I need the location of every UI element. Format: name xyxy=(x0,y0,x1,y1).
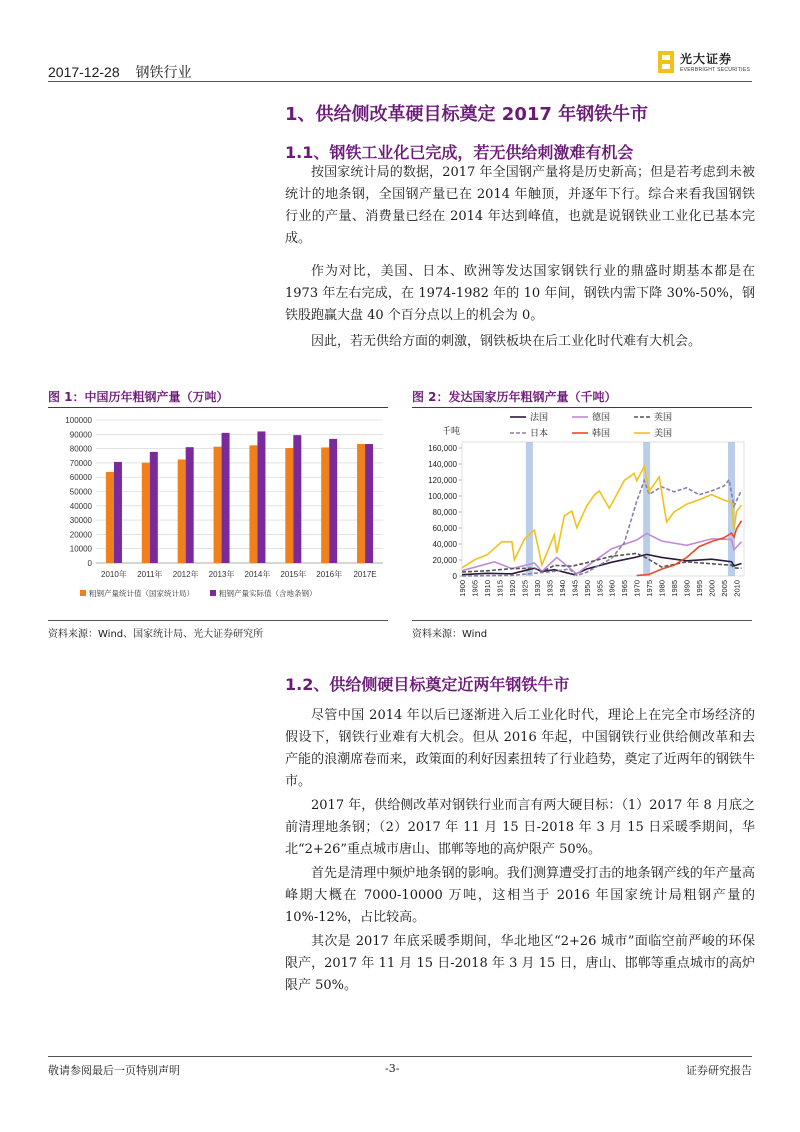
legend-swatch xyxy=(210,590,216,596)
section-1-2-paragraph-1: 尽管中国 2014 年以后已逐渐进入后工业化时代，理论上在完全市场经济的假设下，钢铁行业难有大机会。但从 2016 年起，中国钢铁行业供给侧改革和去产能的浪潮席卷而来，政策面的利好因素扭转了行业趋势，奠定了近两年的钢铁牛市。 xyxy=(285,708,755,789)
legend-label: 粗钢产量统计值（国家统计局） xyxy=(89,589,194,598)
x-tick-label: 1985 xyxy=(670,580,680,597)
y-tick-label: 80000 xyxy=(69,444,92,454)
recession-highlight-band xyxy=(526,442,533,576)
figure-1-source: 资料来源：Wind、国家统计局、光大证券研究所 xyxy=(48,629,264,640)
figure-1-title: 图 1：中国历年粗钢产量（万吨） xyxy=(48,390,229,404)
bar-actual xyxy=(365,444,373,563)
bar-actual xyxy=(222,433,230,563)
footer-disclaimer: 敬请参阅最后一页特别声明 xyxy=(48,1064,180,1077)
bar-actual xyxy=(150,452,158,563)
x-tick-label: 2014年 xyxy=(244,570,271,579)
x-tick-label: 1975 xyxy=(645,580,655,597)
legend-label: 英国 xyxy=(654,412,673,422)
x-tick-label: 1955 xyxy=(595,580,605,597)
y-tick-label: 80,000 xyxy=(432,508,457,517)
legend-swatch xyxy=(80,590,86,596)
legend-label: 德国 xyxy=(592,412,611,422)
legend-label: 美国 xyxy=(654,428,673,438)
x-tick-label: 2000 xyxy=(707,580,717,597)
y-tick-label: 40,000 xyxy=(432,540,457,549)
x-tick-label: 2011年 xyxy=(137,570,163,579)
y-tick-label: 70000 xyxy=(69,458,92,468)
x-tick-label: 1950 xyxy=(582,580,592,597)
y-tick-label: 10000 xyxy=(69,544,92,554)
y-tick-label: 140,000 xyxy=(428,460,457,469)
y-tick-label: 30000 xyxy=(69,516,92,526)
x-tick-label: 1910 xyxy=(482,580,492,597)
y-tick-label: 100000 xyxy=(65,416,92,425)
y-tick-label: 20,000 xyxy=(432,556,457,565)
x-tick-label: 2005 xyxy=(720,580,730,597)
x-tick-label: 1960 xyxy=(607,580,617,597)
section-1-1-title: 1.1、钢铁工业化已完成，若无供给刺激难有机会 xyxy=(285,143,634,162)
y-tick-label: 90000 xyxy=(69,430,92,440)
x-tick-label: 2010 xyxy=(732,580,742,597)
y-tick-label: 120,000 xyxy=(428,476,457,485)
x-tick-label: 1900 xyxy=(458,580,467,597)
bar-statistical xyxy=(106,472,114,563)
bar-statistical xyxy=(321,447,329,563)
bar-actual xyxy=(293,435,301,563)
bar-statistical xyxy=(249,445,257,563)
x-tick-label: 2017E xyxy=(353,570,377,579)
y-tick-label: 100,000 xyxy=(428,492,457,501)
figure-1-top-rule xyxy=(48,407,388,408)
bar-actual xyxy=(186,447,194,563)
x-tick-label: 1920 xyxy=(507,580,517,597)
section-1-title: 1、供给侧改革硬目标奠定 2017 年钢铁牛市 xyxy=(285,104,649,125)
legend-label: 韩国 xyxy=(592,428,611,438)
bar-statistical xyxy=(357,444,365,563)
industry-name: 钢铁行业 xyxy=(135,64,192,80)
figure-1-bar-chart xyxy=(48,410,393,615)
legend-label: 日本 xyxy=(530,428,549,438)
y-tick-label: 20000 xyxy=(69,530,92,540)
x-tick-label: 1925 xyxy=(520,580,530,597)
y-tick-label: 0 xyxy=(452,572,457,581)
bar-statistical xyxy=(285,448,293,563)
page-number: -3- xyxy=(385,1062,400,1075)
header-divider xyxy=(48,81,752,82)
x-tick-label: 1995 xyxy=(695,580,705,597)
bar-actual xyxy=(114,462,122,563)
x-tick-label: 1970 xyxy=(632,580,642,597)
x-tick-label: 2015年 xyxy=(280,570,307,579)
header-date-industry xyxy=(48,62,204,82)
x-tick-label: 1930 xyxy=(532,580,542,597)
logo-en-text: EVERBRIGHT SECURITIES xyxy=(680,67,751,73)
bar-statistical xyxy=(142,463,150,563)
y-axis-unit: 千吨 xyxy=(442,426,461,436)
plot-area xyxy=(462,442,744,576)
x-tick-label: 1915 xyxy=(495,580,505,597)
section-1-2-paragraph-3: 首先是清理中频炉地条钢的影响。我们测算遭受打击的地条钢产线的年产量高峰期大概在 7000-10000 万吨，这相当于 2016 年国家统计局粗钢产量的 10%-12%，占比较高。 xyxy=(285,866,755,925)
y-tick-label: 50000 xyxy=(69,487,92,497)
x-tick-label: 1935 xyxy=(545,580,555,597)
bar-statistical xyxy=(178,459,186,563)
section-1-1-paragraph-2: 作为对比，美国、日本、欧洲等发达国家钢铁行业的鼎盛时期基本都是在 1973 年左右完成，在 1974-1982 年的 10 年间，钢铁内需下降 30%-50%，钢铁股跑赢大盘 40 个百分点以上的机会为 0。 xyxy=(285,264,755,323)
y-tick-label: 40000 xyxy=(69,501,92,511)
figure-2-line-chart xyxy=(412,408,754,618)
figure-2-title: 图 2：发达国家历年粗钢产量（千吨） xyxy=(412,390,617,404)
x-tick-label: 1940 xyxy=(557,580,567,597)
section-1-2-title: 1.2、供给侧硬目标奠定近两年钢铁牛市 xyxy=(285,675,570,694)
x-tick-label: 1965 xyxy=(620,580,630,597)
section-1-2-paragraph-2: 2017 年，供给侧改革对钢铁行业而言有两大硬目标：（1）2017 年 8 月底之前清理地条钢；（2）2017 年 11 月 15 日-2018 年 3 月 15 日采暖季期间，华北“2+26”重点城市唐山、邯郸等地的高炉限产 50%。 xyxy=(285,798,755,857)
bar-actual xyxy=(257,431,265,563)
section-1-1-paragraph-3: 因此，若无供给方面的刺激，钢铁板块在后工业化时代难有大机会。 xyxy=(311,334,702,349)
x-tick-label: 1945 xyxy=(570,580,580,597)
company-logo xyxy=(658,50,750,73)
section-1-2-paragraph-4: 其次是 2017 年底采暖季期间，华北地区“2+26 城市”面临空前严峻的环保限产，2017 年 11 月 15 日-2018 年 3 月 15 日，唐山、邯郸等重点城市的高炉限产 50%。 xyxy=(285,934,755,993)
x-tick-label: 1990 xyxy=(682,580,692,597)
logo-mark-icon xyxy=(658,51,674,73)
y-tick-label: 60,000 xyxy=(432,524,457,533)
x-tick-label: 2013年 xyxy=(208,570,235,579)
footer-divider xyxy=(48,1056,752,1057)
x-tick-label: 1905 xyxy=(470,580,480,597)
recession-highlight-band xyxy=(643,442,650,576)
y-tick-label: 60000 xyxy=(69,473,92,483)
bar-statistical xyxy=(214,447,222,563)
footer-report-type: 证券研究报告 xyxy=(686,1064,752,1077)
x-tick-label: 2012年 xyxy=(172,570,199,579)
y-tick-label: 0 xyxy=(87,559,92,568)
figure-2-source: 资料来源：Wind xyxy=(412,629,488,640)
report-date: 2017-12-28 xyxy=(48,64,120,80)
x-tick-label: 2016年 xyxy=(316,570,343,579)
bar-actual xyxy=(329,439,337,563)
legend-label: 法国 xyxy=(530,412,549,422)
x-tick-label: 1980 xyxy=(657,580,667,597)
section-1-1-paragraph-1: 按国家统计局的数据，2017 年全国钢产量将是历史新高；但是若考虑到未被统计的地条钢，全国钢产量已在 2014 年触顶，并逐年下行。综合来看我国钢铁行业的产量、消费量已经在 2014 年达到峰值，也就是说钢铁业工业化已基本完成。 xyxy=(285,165,755,246)
x-tick-label: 2010年 xyxy=(101,570,127,579)
figure-1-bottom-rule xyxy=(48,620,388,621)
figure-2-bottom-rule xyxy=(412,620,752,621)
logo-cn-text: 光大证券 xyxy=(680,52,733,66)
legend-label: 粗钢产量实际值（含地条钢） xyxy=(219,589,317,598)
y-tick-label: 160,000 xyxy=(428,444,457,453)
